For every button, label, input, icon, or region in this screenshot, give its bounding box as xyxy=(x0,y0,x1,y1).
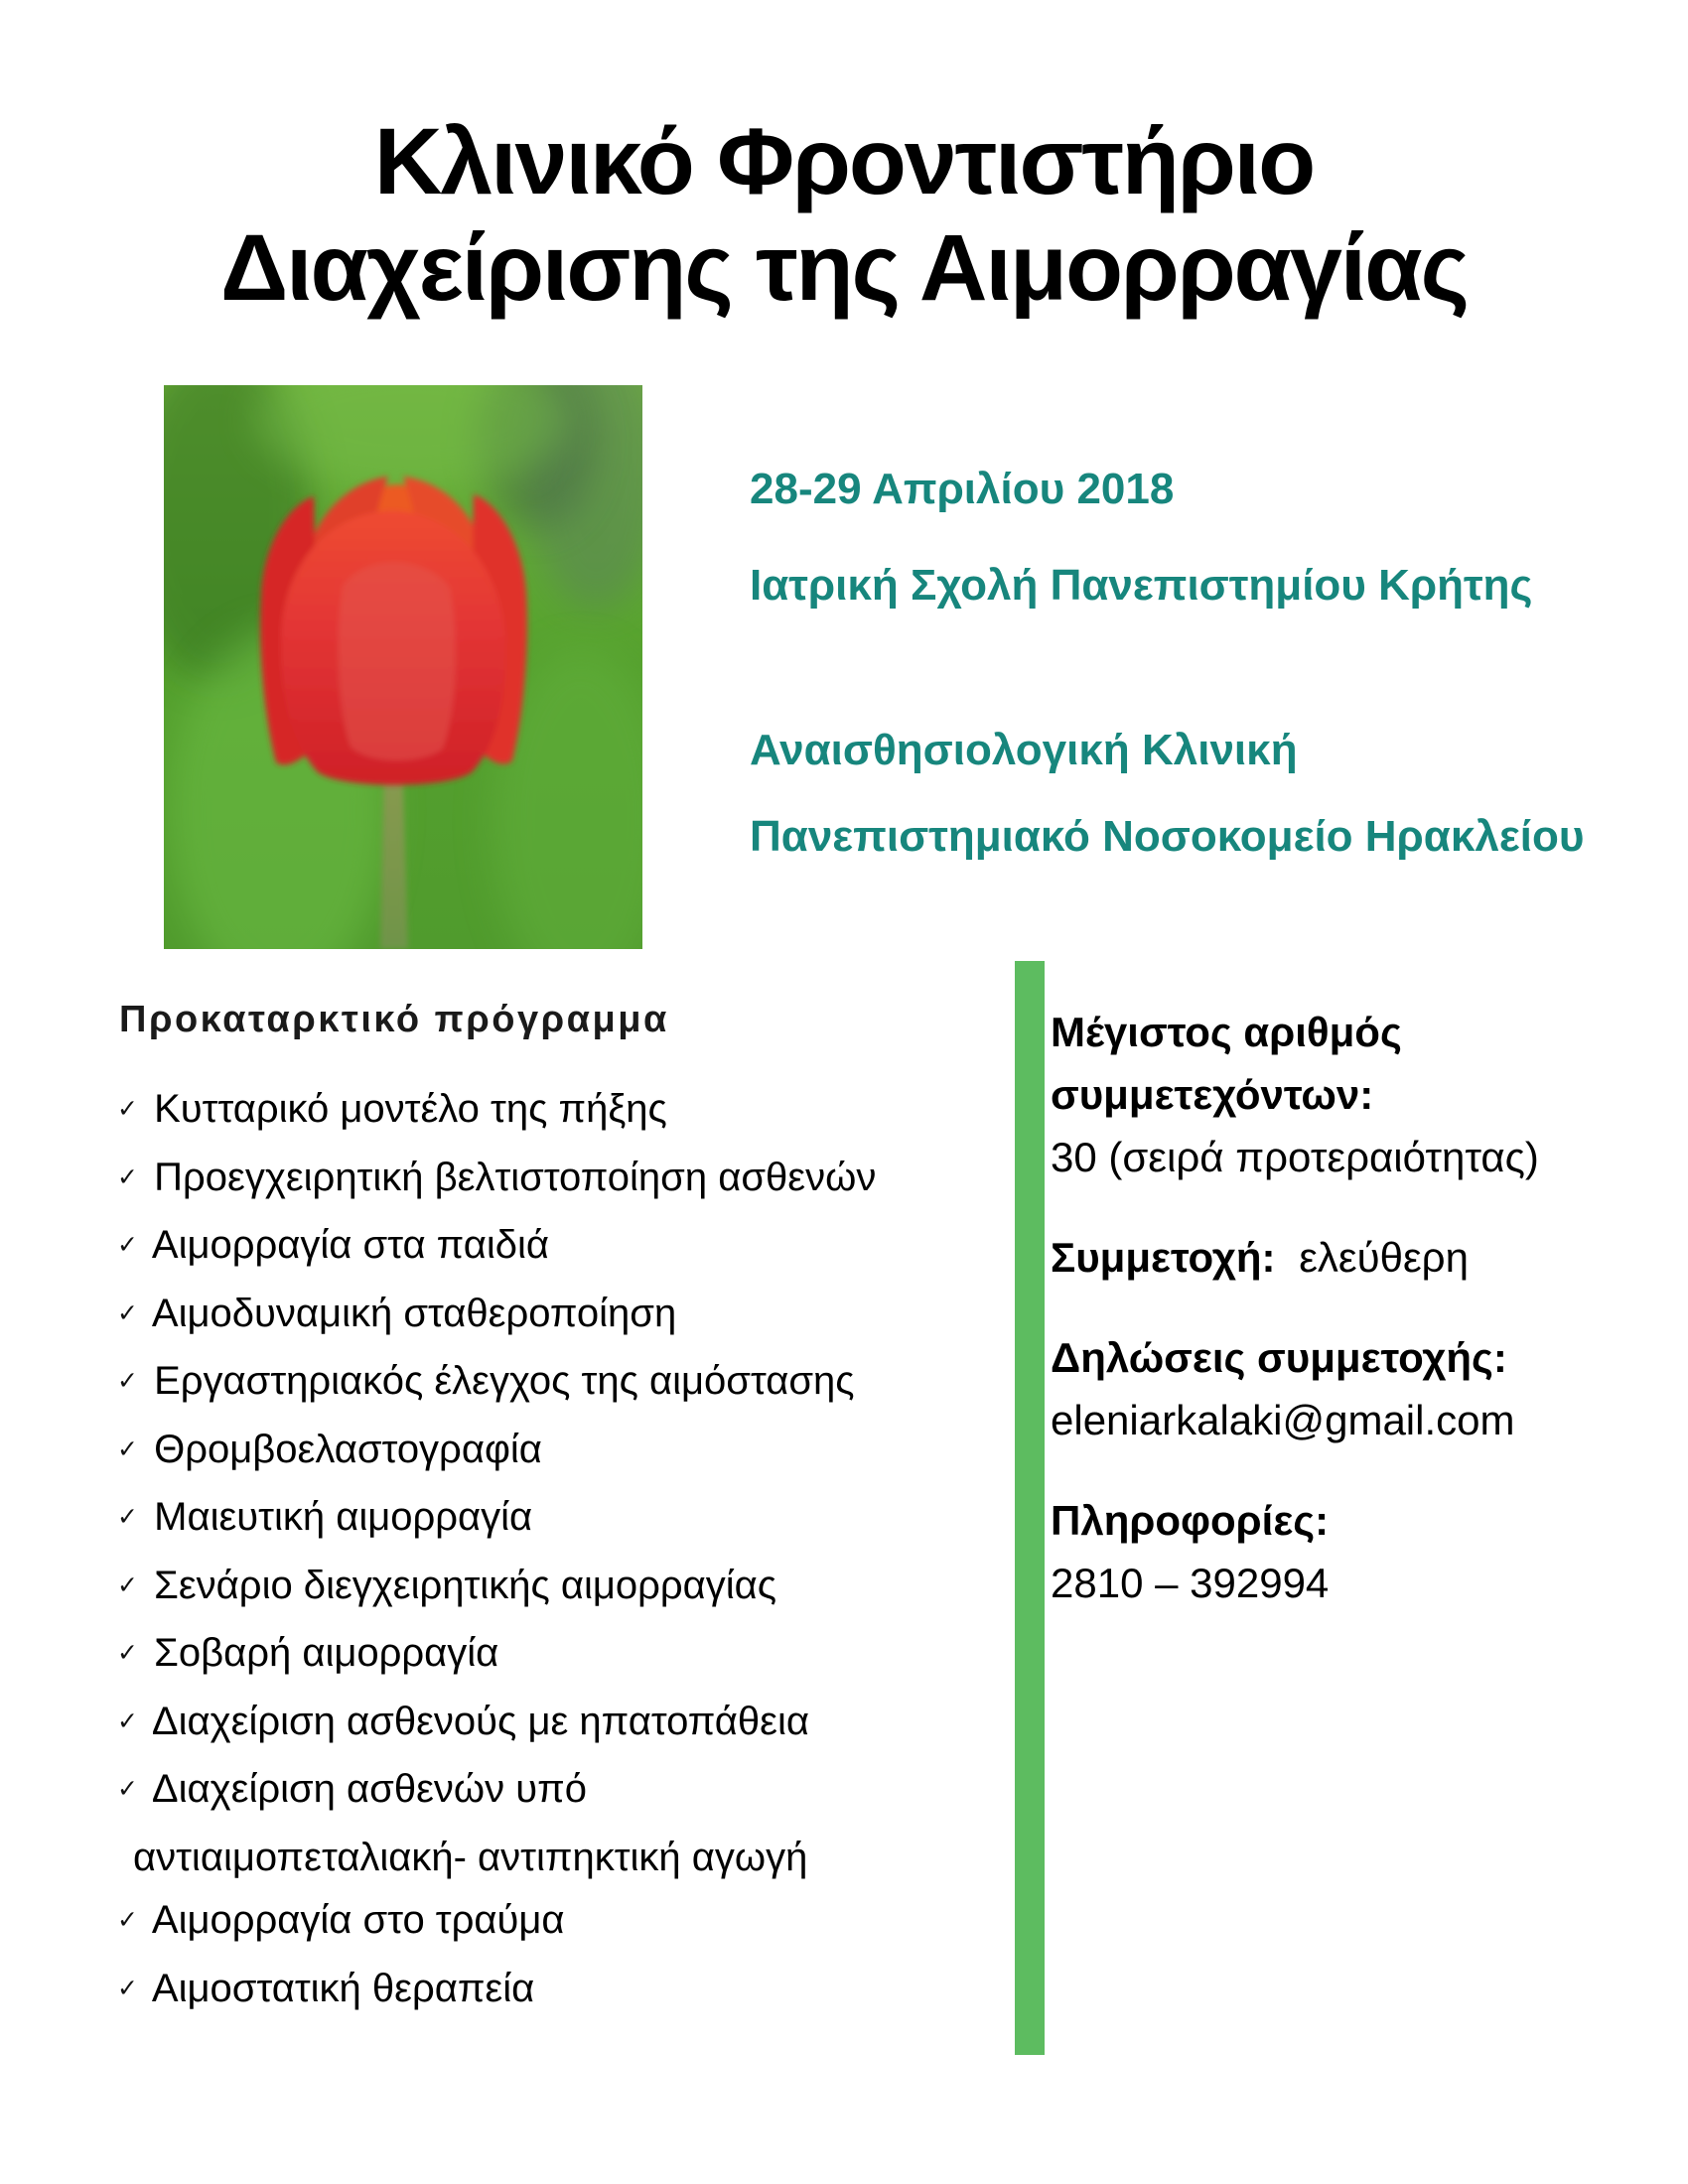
info-section-value: ελεύθερη xyxy=(1299,1234,1469,1281)
list-item-text: Προεγχειρητική βελτιστοποίηση ασθενών xyxy=(154,1155,877,1199)
page-title xyxy=(0,109,1688,322)
check-icon: ✓ xyxy=(117,1367,138,1395)
check-icon: ✓ xyxy=(117,1974,138,2002)
list-item xyxy=(117,1419,951,1487)
list-item-text: Αιμορραγία στο τραύμα xyxy=(151,1898,565,1942)
list-item-text: Αιμοστατική θεραπεία xyxy=(151,1966,535,2010)
check-icon: ✓ xyxy=(117,1906,138,1934)
list-item-text: Θρομβοελαστογραφία xyxy=(154,1427,542,1471)
check-icon: ✓ xyxy=(117,1298,138,1327)
info-section-value: 30 (σειρά προτεραιότητας) xyxy=(1051,1134,1539,1180)
list-item xyxy=(117,1691,951,1759)
list-item-text: Διαχείριση ασθενούς με ηπατοπάθεια xyxy=(151,1699,809,1743)
check-icon: ✓ xyxy=(117,1503,138,1531)
list-item xyxy=(117,1622,951,1691)
page-title-line2: Διαχείρισης της Αιμορραγίας xyxy=(219,215,1469,321)
list-item-text: Εργαστηριακός έλεγχος της αιμόστασης xyxy=(154,1359,855,1403)
check-icon: ✓ xyxy=(117,1162,138,1191)
event-venue: Ιατρική Σχολή Πανεπιστημίου Κρήτης xyxy=(750,561,1533,610)
info-section-value: 2810 – 392994 xyxy=(1051,1560,1330,1606)
event-hospital: Πανεπιστημιακό Νοσοκομείο Ηρακλείου xyxy=(750,812,1585,861)
info-section-label: Συμμετοχή: xyxy=(1051,1234,1276,1281)
tulip-flower xyxy=(260,477,527,785)
check-icon: ✓ xyxy=(117,1775,138,1803)
list-item xyxy=(117,1147,951,1215)
program-heading: Προκαταρκτικό πρόγραμμα xyxy=(119,999,669,1040)
check-icon: ✓ xyxy=(117,1570,138,1599)
list-item-text: Κυτταρικό μοντέλο της πήξης xyxy=(154,1087,667,1131)
event-date: 28-29 Απριλίου 2018 xyxy=(750,465,1175,513)
check-icon: ✓ xyxy=(117,1706,138,1735)
check-icon: ✓ xyxy=(117,1639,138,1667)
list-item xyxy=(117,1758,951,1827)
info-section xyxy=(1051,1489,1592,1614)
page-title-line1: Κλινικό Φροντιστήριο xyxy=(373,109,1315,214)
program-list xyxy=(117,1078,951,2025)
list-item-text: Διαχείριση ασθενών υπό xyxy=(151,1767,587,1811)
info-section-label: Μέγιστος αριθμός συμμετεχόντων: xyxy=(1051,1009,1402,1118)
list-item xyxy=(117,1889,951,1958)
info-section xyxy=(1051,1326,1592,1451)
info-sections xyxy=(1051,1001,1592,1652)
check-icon: ✓ xyxy=(117,1231,138,1259)
green-accent-bar xyxy=(1015,961,1045,2055)
info-section xyxy=(1051,1226,1592,1289)
list-item xyxy=(117,1827,951,1890)
list-item-text: Αιμορραγία στα παιδιά xyxy=(151,1223,550,1267)
list-item xyxy=(117,1958,951,2026)
list-item-text: Σοβαρή αιμορραγία xyxy=(154,1631,499,1675)
info-section xyxy=(1051,1001,1592,1188)
tulip-photo xyxy=(164,385,642,949)
check-icon: ✓ xyxy=(117,1434,138,1463)
tulip-photo-svg xyxy=(164,385,642,949)
list-item xyxy=(117,1350,951,1419)
info-section-label: Πληροφορίες: xyxy=(1051,1497,1330,1544)
list-item-text: Σενάριο διεγχειρητικής αιμορραγίας xyxy=(154,1563,777,1607)
check-icon: ✓ xyxy=(117,1095,138,1123)
list-item-text: αντιαιμοπεταλιακή- αντιπηκτική αγωγή xyxy=(133,1835,808,1879)
info-section-value: eleniarkalaki@gmail.com xyxy=(1051,1397,1515,1443)
list-item xyxy=(117,1283,951,1351)
list-item-text: Αιμοδυναμική σταθεροποίηση xyxy=(151,1291,677,1335)
list-item xyxy=(117,1214,951,1283)
list-item-text: Μαιευτική αιμορραγία xyxy=(154,1495,533,1539)
list-item xyxy=(117,1486,951,1555)
event-clinic: Αναισθησιολογική Κλινική xyxy=(750,726,1298,774)
list-item xyxy=(117,1555,951,1623)
list-item xyxy=(117,1078,951,1147)
info-section-label: Δηλώσεις συμμετοχής: xyxy=(1051,1334,1507,1381)
